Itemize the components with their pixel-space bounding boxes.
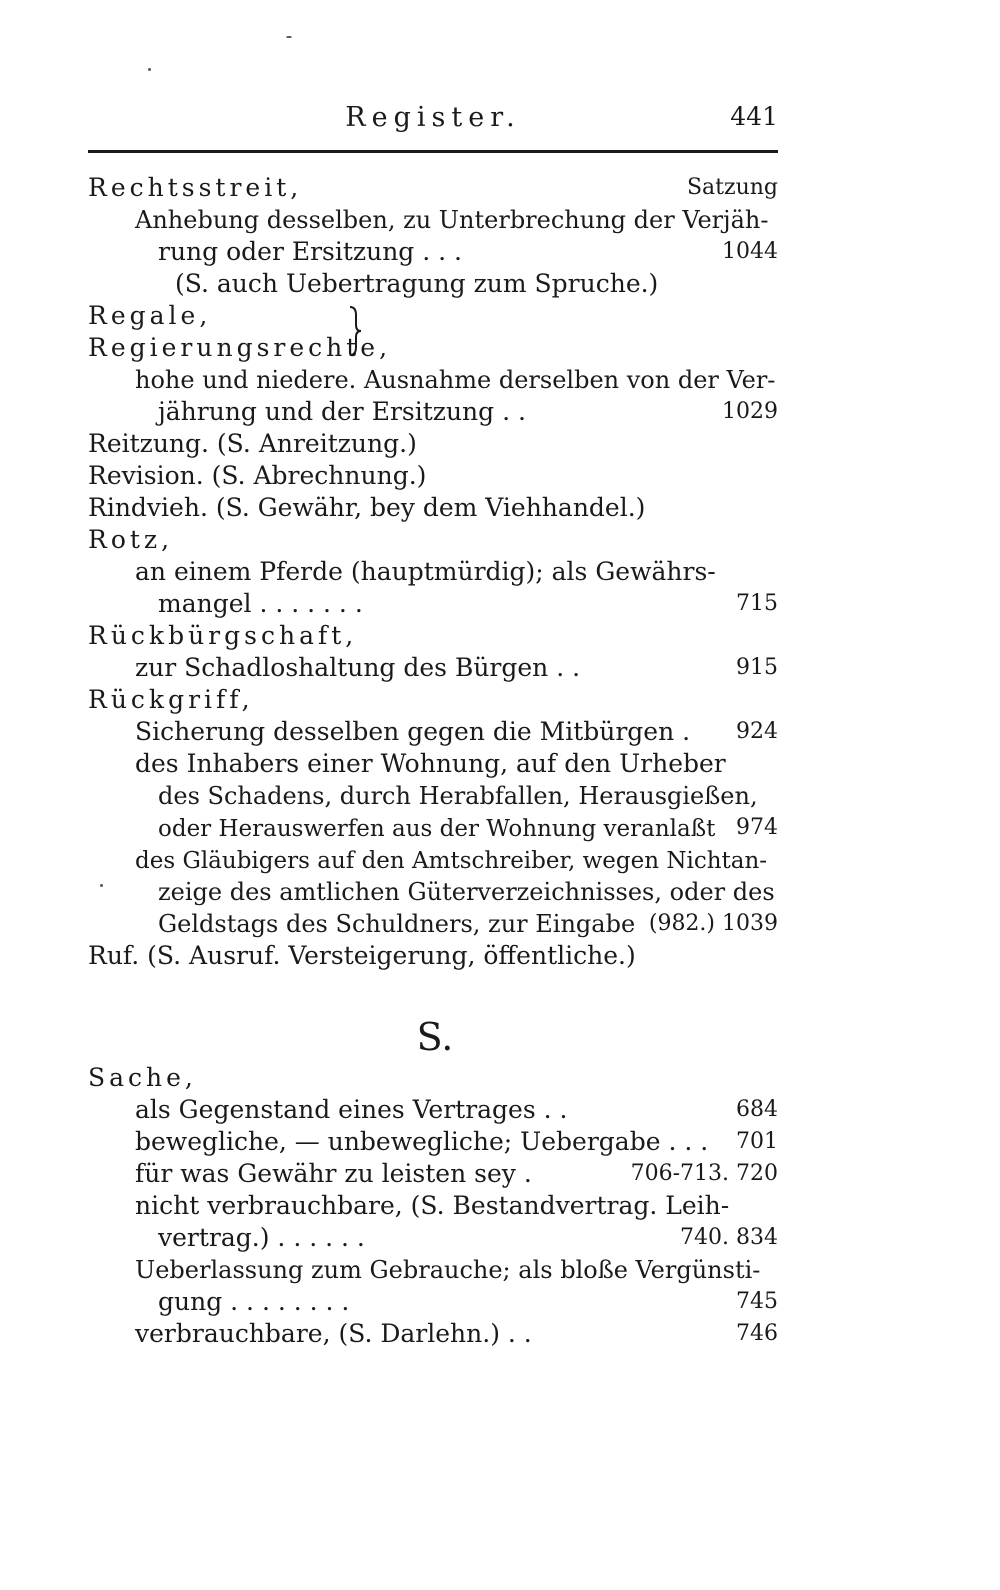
- index-entry: nicht verbrauchbare, (S. Bestandvertrag. Leih-: [135, 1191, 730, 1220]
- index-entry: Ueberlassung zum Gebrauche; als bloße Vergünsti-: [135, 1256, 761, 1284]
- index-entry: Rückbürgschaft,: [88, 621, 358, 650]
- index-entry: an einem Pferde (hauptmürdig); als Gewährs-: [135, 557, 716, 586]
- paper-speck: [286, 36, 292, 38]
- index-entry: Rechtsstreit, Satzung: [88, 173, 778, 202]
- index-entry: als Gegenstand eines Vertrages . . 684: [135, 1095, 778, 1124]
- index-entry: vertrag.) . . . . . . 740. 834: [158, 1223, 778, 1252]
- index-entry: Rotz,: [88, 525, 174, 554]
- index-entry: rung oder Ersitzung . . . 1044: [158, 237, 778, 266]
- index-entry: zur Schadloshaltung des Bürgen . . 915: [135, 653, 778, 682]
- index-entry: verbrauchbare, (S. Darlehn.) . . 746: [135, 1319, 778, 1348]
- running-header: [88, 102, 778, 138]
- paper-speck: [148, 68, 151, 71]
- index-entry: für was Gewähr zu leisten sey . 706-713. 720: [135, 1159, 778, 1188]
- index-entry: (S. auch Uebertragung zum Spruche.): [175, 269, 659, 298]
- brace-mark: [348, 305, 362, 357]
- header-rule: [88, 150, 778, 153]
- index-entry: zeige des amtlichen Güterverzeichnisses, oder des: [158, 878, 775, 906]
- index-entry: oder Herauswerfen aus der Wohnung veranlaßt 974: [158, 815, 778, 842]
- index-entry: bewegliche, — unbewegliche; Uebergabe . . . 701: [135, 1127, 778, 1156]
- index-entry: des Gläubigers auf den Amtschreiber, wegen Nichtan-: [135, 848, 768, 874]
- index-entry: Regale,: [88, 301, 212, 330]
- index-entry: hohe und niedere. Ausnahme derselben von der Ver-: [135, 366, 776, 394]
- index-entry: Ruf. (S. Ausruf. Versteigerung, öffentliche.): [88, 941, 636, 970]
- running-title: Register.: [345, 102, 521, 133]
- index-entry: jährung und der Ersitzung . . 1029: [158, 397, 778, 426]
- index-entry: Rindvieh. (S. Gewähr, bey dem Viehhandel.): [88, 493, 646, 522]
- index-entry: Sache,: [88, 1063, 197, 1092]
- index-entry: des Schadens, durch Herabfallen, Herausgießen,: [158, 782, 758, 810]
- page-number: 441: [730, 102, 778, 131]
- index-entry: Revision. (S. Abrechnung.): [88, 461, 427, 490]
- index-entry: des Inhabers einer Wohnung, auf den Urheber: [135, 749, 726, 778]
- index-entry: Reitzung. (S. Anreitzung.): [88, 429, 417, 458]
- index-entry: Rückgriff,: [88, 685, 254, 714]
- index-entry: mangel . . . . . . . 715: [158, 589, 778, 618]
- index-entry: Regierungsrechte,: [88, 333, 392, 362]
- index-entry: Anhebung desselben, zu Unterbrechung der Verjäh-: [135, 206, 769, 234]
- index-entry: gung . . . . . . . . 745: [158, 1287, 778, 1316]
- section-letter: S.: [416, 1015, 454, 1059]
- index-entry: Sicherung desselben gegen die Mitbürgen . 924: [135, 717, 778, 746]
- paper-speck: [100, 884, 103, 887]
- index-entry: Geldstags des Schuldners, zur Eingabe (982.) 1039: [158, 910, 778, 938]
